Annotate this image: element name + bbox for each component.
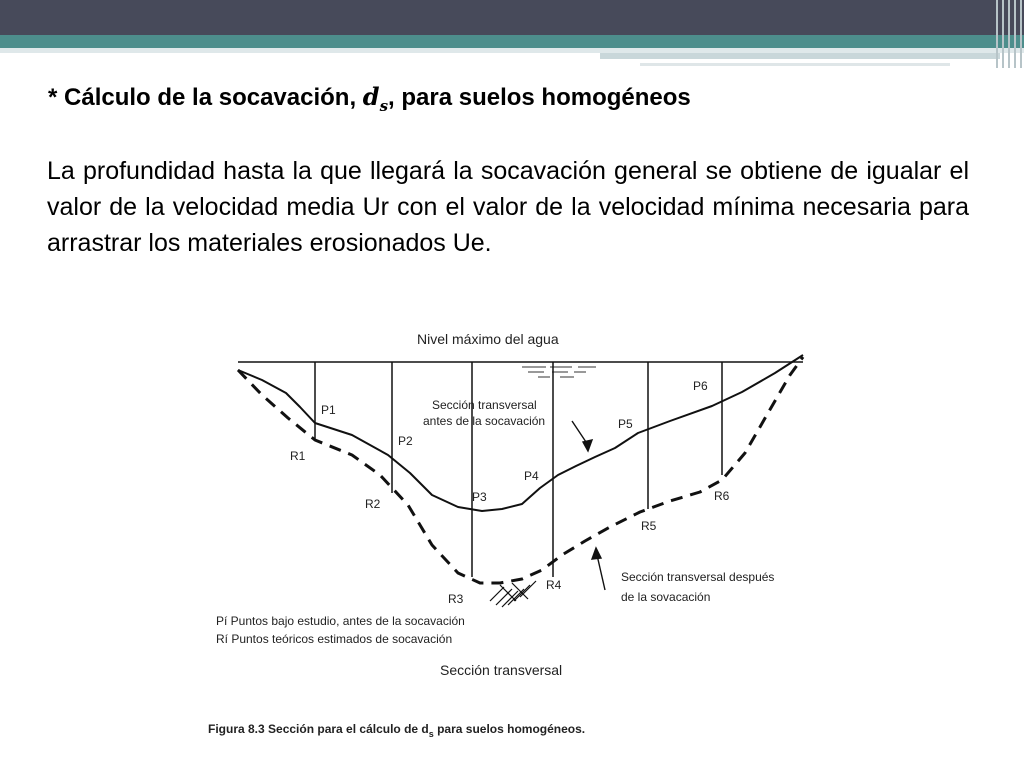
point-r3: R3 (448, 592, 464, 606)
soil-hatching (490, 581, 536, 607)
point-p5: P5 (618, 417, 633, 431)
point-r1: R1 (290, 449, 306, 463)
after-label-line2: de la sovacación (621, 590, 711, 604)
annotation-arrows (572, 421, 605, 590)
point-r5: R5 (641, 519, 657, 533)
slide-top-bar (0, 0, 1024, 35)
heading-variable: $d_s$ (362, 82, 389, 115)
point-p2: P2 (398, 434, 413, 448)
point-p3: P3 (472, 490, 487, 504)
legend-r: Rí Puntos teóricos estimados de socavación (216, 632, 453, 646)
point-p1: P1 (321, 403, 336, 417)
slide-paragraph: La profundidad hasta la que llegará la socavación general se obtiene de igualar el valor de la velocidad media Ur con el valor de la velocidad mínima necesaria para arrastrar los materiales erosionados Ue. (47, 157, 969, 257)
section-label: Sección transversal (440, 662, 563, 678)
heading-suffix: , para suelos homogéneos (388, 84, 691, 111)
slide-accent-band (0, 35, 1024, 48)
point-p4: P4 (524, 469, 539, 483)
slide-accent-line (640, 63, 950, 66)
after-label-line1: Sección transversal después (621, 570, 775, 584)
cross-section-diagram (200, 315, 830, 745)
point-r2: R2 (365, 497, 381, 511)
slide-accent-stripe-short (600, 53, 1000, 59)
before-label-line1: Sección transversal (432, 398, 537, 412)
vertical-lines (315, 362, 722, 577)
point-r6: R6 (714, 489, 730, 503)
slide-corner-lines (990, 0, 1024, 68)
figure-caption: Figura 8.3 Sección para el cálculo de $d_s$ para suelos homogéneos. (208, 722, 586, 739)
water-surface-marks (522, 367, 596, 377)
slide-heading (48, 82, 691, 115)
cross-section-figure (200, 315, 830, 745)
heading-prefix: * Cálculo de la socavación, (48, 84, 357, 111)
water-level-label: Nivel máximo del agua (417, 331, 559, 347)
point-r4: R4 (546, 578, 562, 592)
before-label-line2: antes de la socavación (423, 414, 546, 428)
section-before-line (238, 355, 803, 511)
section-after-line (238, 357, 803, 583)
point-p6: P6 (693, 379, 708, 393)
legend-p: Pí Puntos bajo estudio, antes de la socavación (216, 614, 465, 628)
